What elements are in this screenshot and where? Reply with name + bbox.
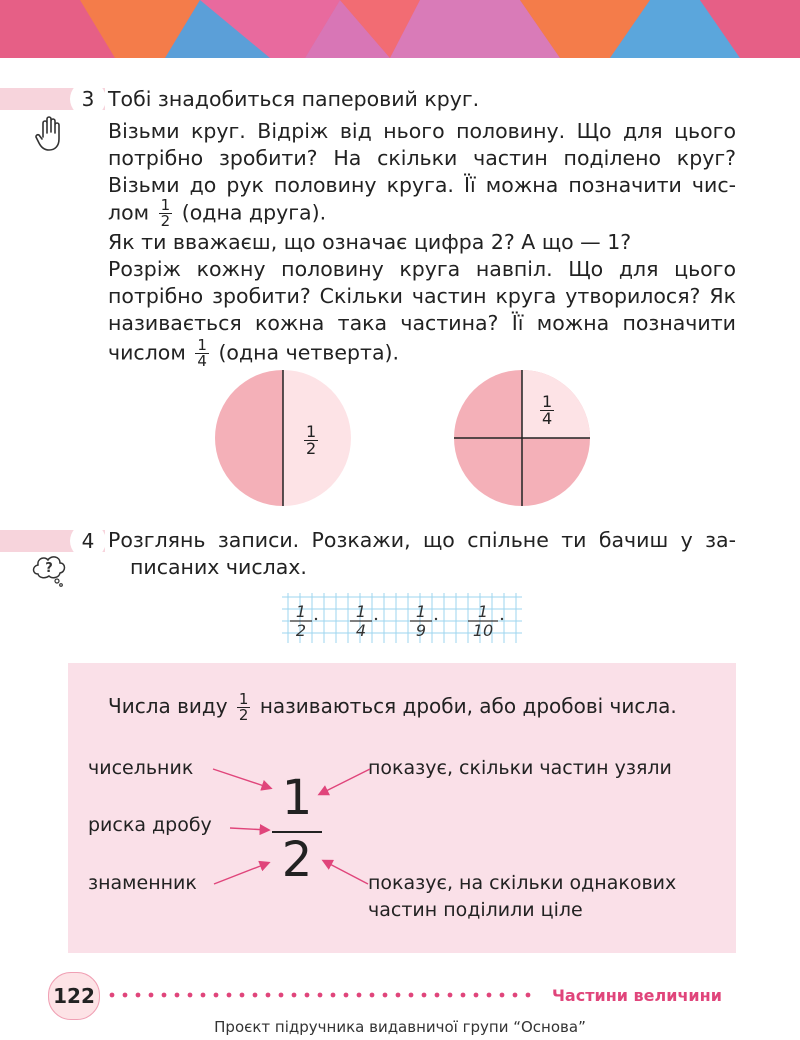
- fraction-one-half: [159, 198, 173, 229]
- top-banner: [0, 0, 800, 58]
- circle-halves-diagram: [213, 368, 353, 508]
- exercise-3-text-one-fourth: (одна четверта).: [218, 340, 400, 365]
- circle-half-left: [215, 370, 283, 506]
- exercise-4-line-2: писаних числах.: [130, 555, 307, 579]
- numerator-desc-arrow: [320, 769, 370, 794]
- fraction-denominator: 4: [542, 409, 553, 428]
- handwritten-fraction-1-numerator: 1: [295, 602, 307, 621]
- handwritten-fraction-4-denominator: 10: [472, 621, 494, 640]
- fraction-denominator: 2: [238, 706, 249, 724]
- numerator-description: показує, скільки частин узяли: [368, 757, 672, 779]
- exercise-3-line-7: Розріж кожну половину круга навпіл. Що для цього: [108, 257, 736, 281]
- fraction-one-quarter: [540, 394, 554, 427]
- denominator-description-line-2: частин поділили ціле: [368, 899, 583, 921]
- circle-half-label: [301, 424, 321, 457]
- exercise-3-line-6: Як ти вважаєш, що означає цифра 2? А що — 1?: [108, 230, 632, 254]
- circle-quarters-diagram: [452, 368, 592, 508]
- footer-dotted-line: [108, 989, 540, 1001]
- exercise-3-text-one-second: (одна друга).: [181, 200, 327, 225]
- exercise-3-line-10: [108, 338, 399, 369]
- denominator-label: знаменник: [88, 872, 197, 894]
- numerator-label: чисельник: [88, 757, 194, 779]
- handwritten-fraction-4-numerator: 1: [477, 602, 489, 621]
- big-fraction-numerator: 1: [281, 770, 313, 826]
- publisher-credit: Проєкт підручника видавничої групи “Основа”: [214, 1018, 586, 1036]
- handwritten-fractions-grid: [282, 593, 522, 643]
- big-fraction-denominator: 2: [281, 832, 313, 888]
- rule-box-intro: [108, 692, 677, 723]
- handwritten-fraction-2-denominator: 4: [355, 621, 367, 640]
- exercise-3-number: 3: [70, 81, 106, 117]
- fraction-numerator: 1: [238, 690, 249, 708]
- fraction-bar-arrow: [230, 828, 268, 830]
- exercise-3-line-8: потрібно зробити? Скільки частин круга утворилося? Як: [108, 284, 736, 308]
- handwritten-fraction-3-numerator: 1: [415, 602, 427, 621]
- fraction-numerator: 1: [160, 196, 171, 214]
- denominator-desc-arrow: [324, 861, 368, 884]
- exercise-3-line-2: Візьми круг. Відріж від нього половину. Що для цього: [108, 119, 736, 143]
- exercise-4-line-1: Розглянь записи. Розкажи, що спільне ти бачиш у за-: [108, 528, 736, 552]
- denominator-arrow: [214, 863, 268, 884]
- circle-quarter-label: [537, 394, 557, 427]
- fraction-numerator: 1: [542, 392, 553, 411]
- exercise-3-line-5: [108, 198, 326, 229]
- handwritten-fraction-1-denominator: 2: [295, 621, 307, 640]
- fraction-one-quarter: [195, 338, 209, 369]
- svg-text:?: ?: [45, 561, 53, 576]
- rule-intro-before: Числа виду: [108, 694, 228, 718]
- numerator-arrow: [213, 769, 270, 788]
- handwritten-fraction-2-numerator: 1: [355, 602, 367, 621]
- fraction-term-arrows: [200, 750, 380, 900]
- fraction-bar-label: риска дробу: [88, 814, 212, 836]
- exercise-4-number: 4: [70, 523, 106, 559]
- fraction-numerator: 1: [197, 336, 207, 354]
- rule-intro-after: називаються дроби, або дробові числа.: [259, 694, 677, 718]
- fraction-one-half: [237, 692, 251, 723]
- exercise-3-line-3: потрібно зробити? На скільки частин поділено круг?: [108, 146, 736, 170]
- exercise-3-line-4: Візьми до рук половину круга. Її можна позначити чис-: [108, 173, 736, 197]
- fraction-denominator: 2: [306, 439, 317, 458]
- handwritten-fraction-3-denominator: 9: [415, 621, 427, 640]
- fraction-denominator: 4: [197, 352, 207, 370]
- page-number: 122: [48, 972, 100, 1020]
- section-title: Частини величини: [552, 986, 722, 1005]
- exercise-3-text-chyslom: числом: [108, 340, 186, 365]
- exercise-3-line-1: Тобі знадобиться паперовий круг.: [108, 87, 480, 111]
- fraction-one-half: [304, 424, 318, 457]
- fraction-denominator: 2: [160, 212, 171, 230]
- fraction-numerator: 1: [306, 422, 317, 441]
- exercise-3-line-9: називається кожна така частина? Її можна позначити: [108, 311, 736, 335]
- hand-icon: [34, 115, 66, 153]
- denominator-description-line-1: показує, на скільки однакових: [368, 872, 677, 894]
- thinking-question-icon: [30, 552, 70, 588]
- exercise-3-text-lom: лом: [108, 200, 150, 225]
